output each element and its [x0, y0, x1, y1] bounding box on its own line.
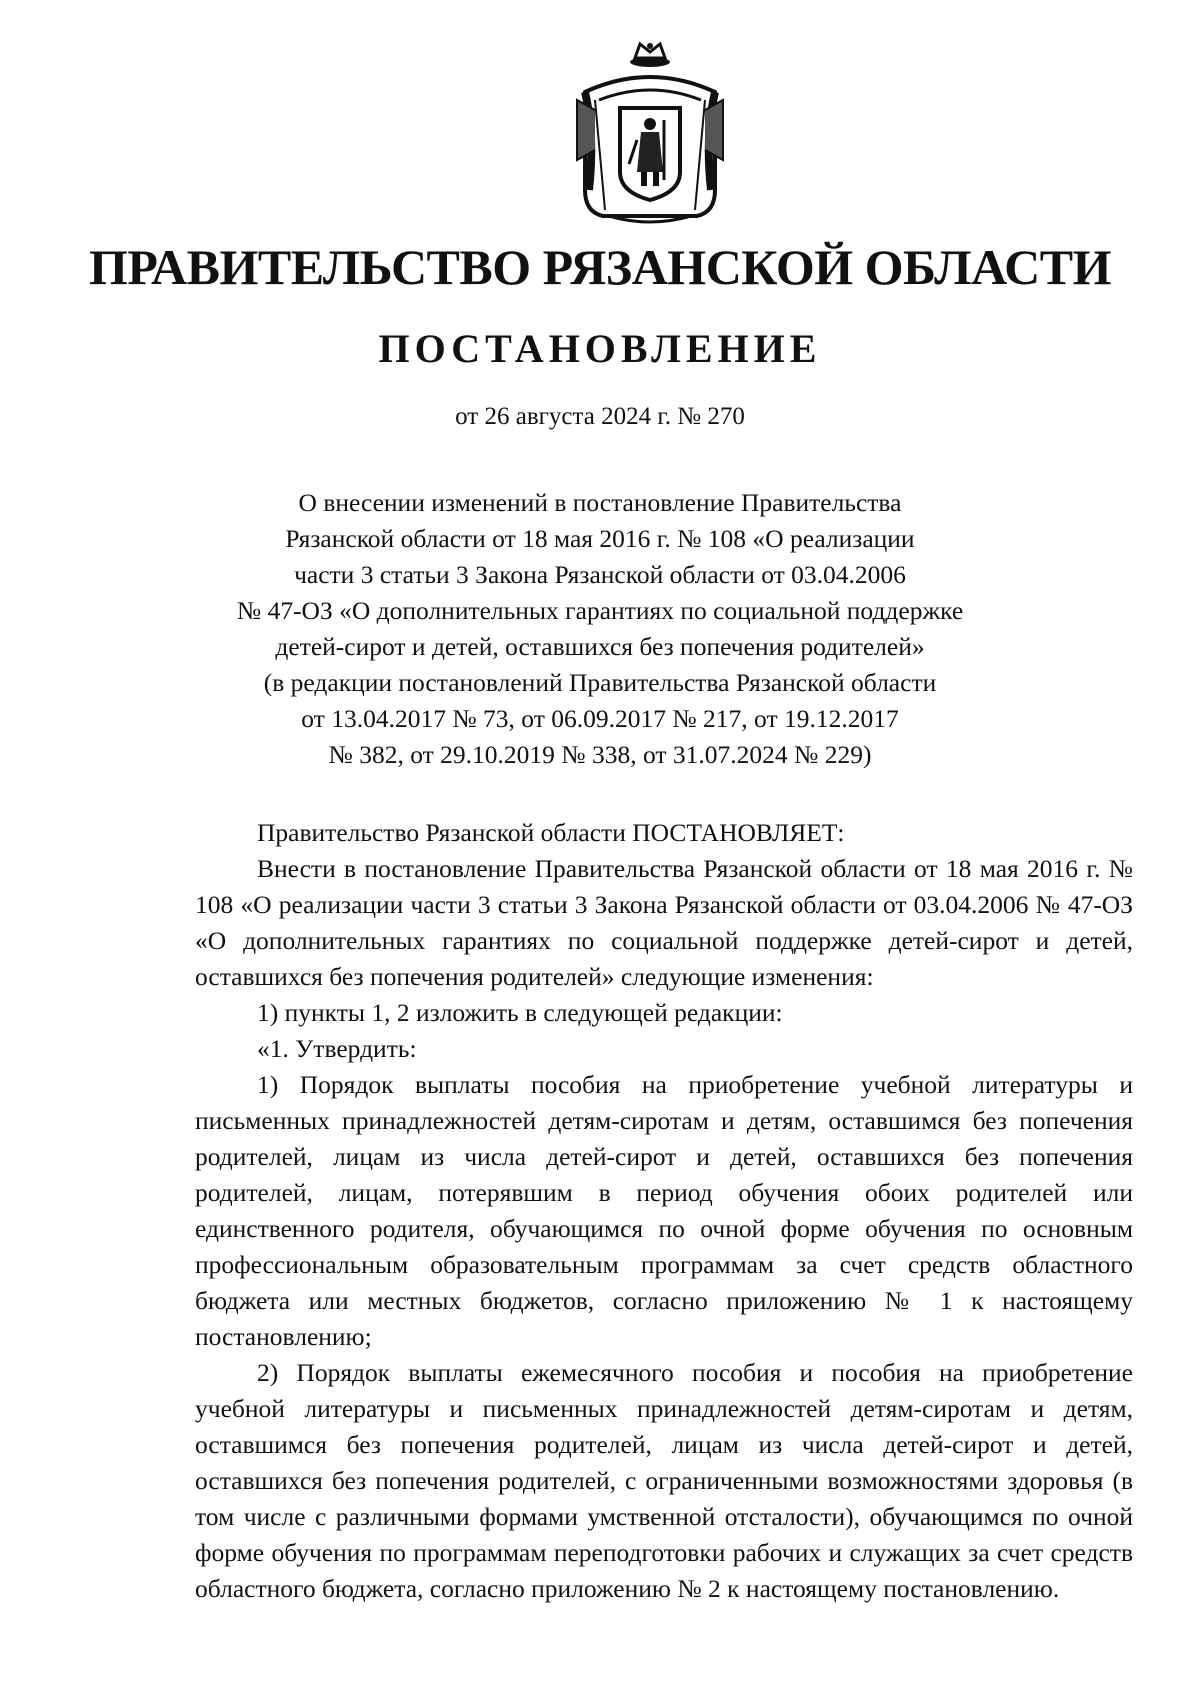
subject-line: детей-сирот и детей, оставшихся без попечения родителей»: [275, 632, 925, 661]
coat-of-arms-emblem: [565, 40, 735, 230]
subject-line: части 3 статьи 3 Закона Рязанской области от 03.04.2006: [294, 560, 906, 589]
subject-line: Рязанской области от 18 мая 2016 г. № 108 «О реализации: [285, 524, 915, 553]
document-body: [195, 815, 1133, 1607]
paragraph-procedure-1: 1) Порядок выплаты пособия на приобретение учебной литературы и письменных принадлежностей детям-сиротам и детям, оставшимся без попечения родителей, лицам из числа детей-сирот и детей, оставшихся без попечения родителей, лицам, потерявшим в период обучения обоих родителей или единственного родителя, обучающимся по очной форме обучения по основным профессиональным образовательным программам за счет средств областного бюджета или местных бюджетов, согласно приложению № 1 к настоящему постановлению;: [195, 1070, 1133, 1351]
document-subject: [180, 485, 1020, 773]
paragraph-approve: «1. Утвердить:: [257, 1034, 417, 1063]
document-date-number: от 26 августа 2024 г. № 270: [455, 403, 745, 430]
subject-line: (в редакции постановлений Правительства Рязанской области: [263, 668, 937, 697]
organization-title: ПРАВИТЕЛЬСТВО РЯЗАНСКОЙ ОБЛАСТИ: [88, 239, 1112, 295]
document-type: ПОСТАНОВЛЕНИЕ: [378, 326, 822, 371]
subject-line: № 382, от 29.10.2019 № 338, от 31.07.2024 № 229): [328, 740, 872, 769]
paragraph-resolves: Правительство Рязанской области ПОСТАНОВЛЯЕТ:: [257, 818, 845, 847]
paragraph-procedure-2: 2) Порядок выплаты ежемесячного пособия и пособия на приобретение учебной литературы и письменных принадлежностей детям-сиротам и детям, оставшимся без попечения родителей, лицам из числа детей-сирот и детей, оставшихся без попечения родителей, с ограниченными возможностями здоровья (в том числе с различными формами умственной отсталости), обучающимся по очной форме обучения по программам переподготовки рабочих и служащих за счет средств областного бюджета, согласно приложению № 2 к настоящему постановлению.: [195, 1358, 1133, 1603]
subject-line: О внесении изменений в постановление Правительства: [298, 488, 902, 517]
subject-line: № 47-ОЗ «О дополнительных гарантиях по социальной поддержке: [236, 596, 964, 625]
subject-line: от 13.04.2017 № 73, от 06.09.2017 № 217, от 19.12.2017: [301, 704, 899, 733]
paragraph-item-1: 1) пункты 1, 2 изложить в следующей редакции:: [257, 998, 783, 1027]
paragraph-amendment-intro: Внести в постановление Правительства Рязанской области от 18 мая 2016 г. № 108 «О реализации части 3 статьи 3 Закона Рязанской области от 03.04.2006 № 47-ОЗ «О дополнительных гарантиях по социальной поддержке детей-сирот и детей, оставшихся без попечения родителей» следующие изменения:: [195, 854, 1133, 991]
